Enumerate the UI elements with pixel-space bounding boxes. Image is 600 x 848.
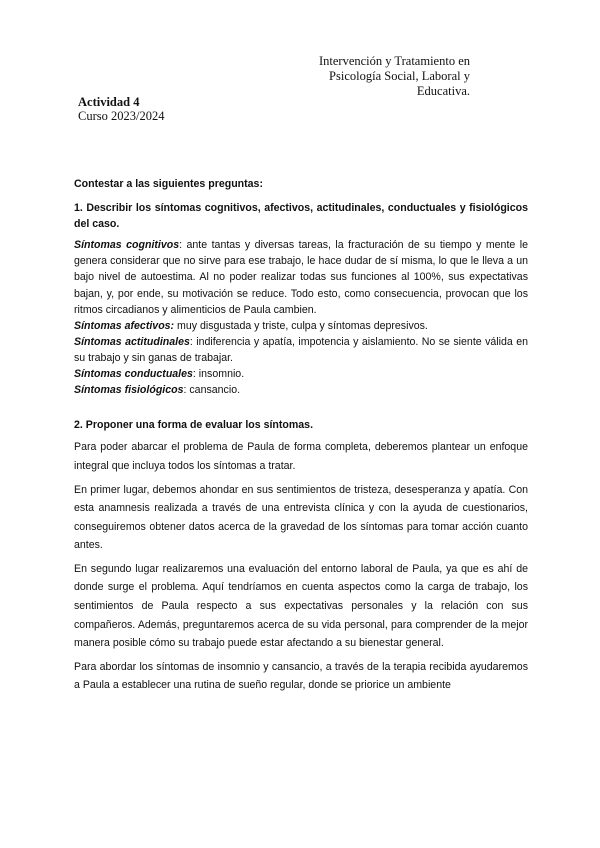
- physiological-label: Síntomas fisiológicos: [74, 384, 184, 397]
- cognitive-text: : ante tantas y diversas tareas, la fracturación de su tiempo y mente le genera considerar que no sirve para ese trabajo, le hace dudar de sí misma, lo que le lleva a un bajo nivel de autoestima. Al no poder realizar todas sus funciones al 100%, sus expectativas bajan, y, por ende, su motivación se reduce. Todo esto, como consecuencia, provocan que los ritmos circadianos y alimenticios de Paula cambien.: [74, 239, 528, 316]
- document-header: [319, 54, 470, 99]
- attitudinal-label: Síntomas actitudinales: [74, 335, 190, 348]
- course-year: Curso 2023/2024: [78, 109, 165, 123]
- behavioral-text: : insomnio.: [192, 368, 245, 381]
- activity-block: [78, 95, 164, 123]
- spacer: [74, 403, 528, 417]
- subject-line-2: Psicología Social, Laboral y: [329, 69, 470, 83]
- physiological-symptoms: [74, 382, 528, 398]
- q2-paragraph-2: En primer lugar, debemos ahondar en sus sentimientos de tristeza, desesperanza y apatía. Con esta anamnesis realizada a través de una entrevista clínica y con la ayuda de cuestionarios, conseguiremos obtener datos acerca de la gravedad de los síntomas para tomar acción cuanto antes.: [74, 483, 528, 552]
- physiological-text: : cansancio.: [183, 384, 241, 397]
- question-2-title: 2. Proponer una forma de evaluar los síntomas.: [74, 419, 314, 432]
- attitudinal-text: : indiferencia y apatía, impotencia y aislamiento. No se siente válida en su trabajo y sin ganas de trabajar.: [74, 335, 528, 364]
- behavioral-label: Síntomas conductuales: [74, 368, 193, 381]
- behavioral-symptoms: [74, 366, 528, 382]
- affective-text: muy disgustada y triste, culpa y síntomas depresivos.: [174, 319, 428, 332]
- q2-paragraph-1: Para poder abarcar el problema de Paula de forma completa, deberemos plantear un enfoque integral que incluya todos los síntomas a tratar.: [74, 441, 528, 472]
- attitudinal-symptoms: [74, 334, 528, 366]
- affective-symptoms: [74, 318, 528, 334]
- instructions-heading: Contestar a las siguientes preguntas:: [74, 178, 263, 190]
- question-1-title: 1. Describir los síntomas cognitivos, afectivos, actitudinales, conductuales y fisiológicos del caso.: [74, 202, 528, 231]
- subject-line-3: Educativa.: [416, 84, 470, 98]
- activity-title: Actividad 4: [78, 95, 140, 109]
- cognitive-symptoms: [74, 237, 528, 317]
- q2-paragraph-3: En segundo lugar realizaremos una evaluación del entorno laboral de Paula, ya que es ahí de donde surge el problema. Aquí tendríamos en cuenta aspectos como la carga de trabajo, los sentimientos de Paula respecto a sus expectativas personales y la relación con sus compañeros. Además, preguntaremos acerca de su vida personal, para comprender de la mejor manera posible cómo su trabajo puede estar afectando a su bienestar general.: [74, 562, 528, 650]
- affective-label: Síntomas afectivos:: [74, 319, 175, 332]
- document-body: [74, 176, 528, 700]
- q2-paragraph-4: Para abordar los síntomas de insomnio y cansancio, a través de la terapia recibida ayudaremos a Paula a establecer una rutina de sueño regular, donde se priorice un ambiente: [74, 660, 528, 692]
- subject-line-1: Intervención y Tratamiento en: [318, 54, 470, 68]
- cognitive-label: Síntomas cognitivos: [74, 239, 180, 252]
